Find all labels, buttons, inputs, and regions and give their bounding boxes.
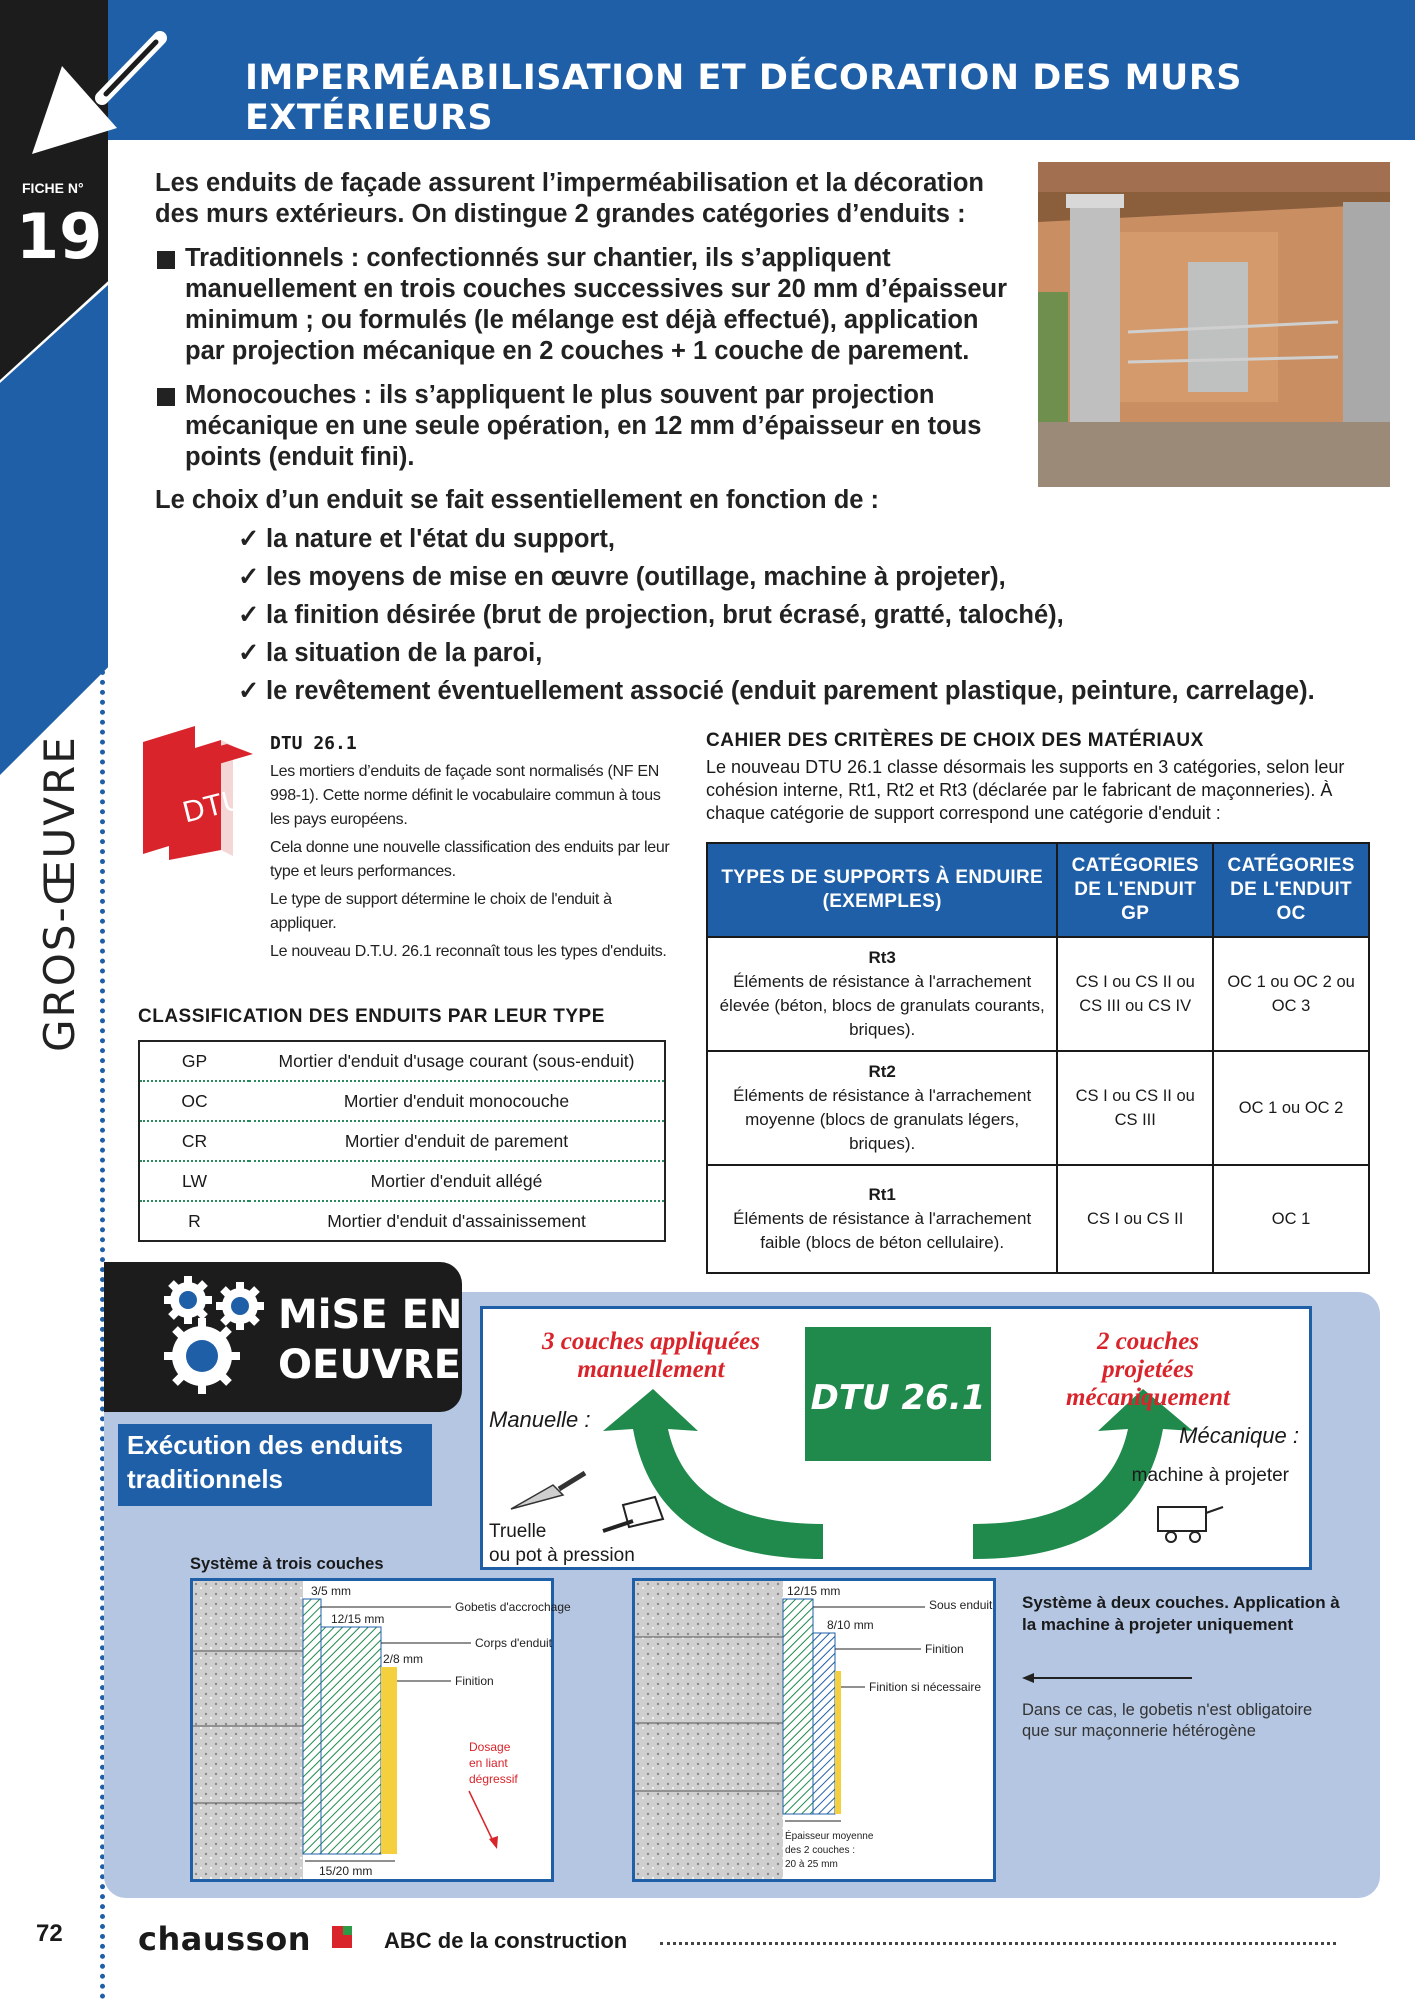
- check-item: ✓ la situation de la paroi,: [238, 634, 1315, 672]
- table-row: GP Mortier d'enduit d'usage courant (sous-enduit): [139, 1041, 665, 1081]
- check-item: ✓ le revêtement éventuellement associé (enduit parement plastique, peinture, carrelage).: [238, 672, 1315, 710]
- two-layer-description: Système à deux couches. Application à la machine à projeter uniquement: [1022, 1593, 1340, 1634]
- check-icon: ✓: [238, 525, 260, 553]
- fiche-number: 19: [16, 200, 103, 273]
- diagram-center-label: DTU 26.1: [810, 1378, 986, 1418]
- fiche-label: FICHE N°: [22, 180, 84, 196]
- svg-text:manuellement: manuellement: [577, 1356, 725, 1383]
- svg-text:machine à projeter: machine à projeter: [1131, 1465, 1289, 1486]
- svg-text:mécaniquement: mécaniquement: [1066, 1384, 1230, 1411]
- dtu-body: [270, 760, 680, 968]
- dtu-paragraph: Cela donne une nouvelle classification des enduits par leur type et leurs performances.: [270, 839, 670, 880]
- two-layer-diagram: [632, 1578, 996, 1882]
- table-row: Rt1 Éléments de résistance à l'arrachement faible (blocs de béton cellulaire). CS I ou CS II OC 1: [707, 1165, 1369, 1273]
- execution-title: Exécution des enduits traditionnels: [127, 1430, 403, 1494]
- table-row: Rt3 Éléments de résistance à l'arrachement élevée (béton, blocs de granulats courants, briques). CS I ou CS II ou CS III ou CS IV OC 1 ou OC 2 ou OC 3: [707, 937, 1369, 1051]
- table-row: LW Mortier d'enduit allégé: [139, 1161, 665, 1201]
- svg-text:Finition si nécessaire: Finition si nécessaire: [869, 1680, 982, 1694]
- footer-divider: [660, 1942, 1336, 1945]
- section-title: GROS-ŒUVRE: [35, 735, 84, 1052]
- page-number: 72: [36, 1920, 63, 1947]
- three-layer-diagram: [190, 1578, 571, 1882]
- square-bullet-icon: [157, 388, 175, 406]
- criteria-intro: Le nouveau DTU 26.1 classe désormais les supports en 3 catégories, selon leur cohésion interne, Rt1, Rt2 et Rt3 (déclarée par le fabricant de maçonneries). À chaque catégorie de support correspond une catégorie d'enduit :: [706, 757, 1345, 823]
- svg-text:Épaisseur moyenne: Épaisseur moyenne: [785, 1831, 874, 1842]
- table-row: R Mortier d'enduit d'assainissement: [188, 1210, 586, 1231]
- svg-text:3/5 mm: 3/5 mm: [311, 1584, 352, 1598]
- svg-text:12/15 mm: 12/15 mm: [787, 1584, 841, 1598]
- column-header: CATÉGORIES DE L'ENDUIT GP: [1057, 843, 1213, 937]
- classification-title: CLASSIFICATION DES ENDUITS PAR LEUR TYPE: [138, 1006, 605, 1027]
- table-row: CR Mortier d'enduit de parement: [139, 1121, 665, 1161]
- intro-lead: Les enduits de façade assurent l’imperméabilisation et la décoration des murs extérieurs. On distingue 2 grandes catégories d’enduits :: [155, 169, 984, 228]
- svg-text:Finition: Finition: [925, 1642, 964, 1656]
- svg-text:2 couches: 2 couches: [1096, 1328, 1200, 1355]
- construction-photo: [1038, 162, 1390, 487]
- dtu-paragraph: Le type de support détermine le choix de l'enduit à appliquer.: [270, 891, 612, 932]
- brand-logo: chausson: [138, 1920, 311, 1958]
- svg-text:Finition: Finition: [455, 1674, 494, 1688]
- check-icon: ✓: [238, 601, 260, 629]
- svg-text:DTU: DTU: [179, 782, 248, 830]
- criteria-checklist: [238, 520, 1315, 710]
- gears-icon: [158, 1274, 270, 1394]
- column-header: CATÉGORIES DE L'ENDUIT OC: [1213, 843, 1369, 937]
- svg-text:20 à 25 mm: 20 à 25 mm: [785, 1859, 838, 1870]
- svg-text:Mécanique :: Mécanique :: [1179, 1423, 1299, 1448]
- svg-text:dégressif: dégressif: [469, 1772, 518, 1786]
- svg-text:3 couches appliquées: 3 couches appliquées: [541, 1328, 761, 1355]
- svg-text:Sous enduit: Sous enduit: [929, 1598, 993, 1612]
- page-title: IMPERMÉABILISATION ET DÉCORATION DES MURS EXTÉRIEURS: [245, 58, 1242, 138]
- dtu-book-icon: [135, 720, 259, 860]
- bullet-text: Monocouches : ils s’appliquent le plus souvent par projection mécanique en une seule opération, en 12 mm d’épaisseur en tous points (enduit fini).: [185, 381, 982, 471]
- check-item: ✓ les moyens de mise en œuvre (outillage, machine à projeter),: [238, 558, 1315, 596]
- check-icon: ✓: [238, 639, 260, 667]
- mise-en-oeuvre-title: MiSE EN OEUVRE: [278, 1292, 463, 1388]
- three-layer-label: Système à trois couches: [190, 1555, 384, 1573]
- svg-text:Gobetis d'accrochage: Gobetis d'accrochage: [455, 1600, 571, 1614]
- column-header: TYPES DE SUPPORTS À ENDUIRE (EXEMPLES): [707, 843, 1057, 937]
- svg-text:15/20 mm: 15/20 mm: [319, 1864, 373, 1878]
- svg-text:Corps d'enduit: Corps d'enduit: [475, 1636, 553, 1650]
- svg-text:8/10 mm: 8/10 mm: [827, 1618, 874, 1632]
- spray-machine-icon: [1158, 1507, 1223, 1542]
- pressure-pot-icon: [603, 1497, 663, 1531]
- check-item: ✓ la finition désirée (brut de projection, brut écrasé, gratté, taloché),: [238, 596, 1315, 634]
- application-diagram: [480, 1306, 1312, 1570]
- two-layer-note: Dans ce cas, le gobetis n'est obligatoire que sur maçonnerie hétérogène: [1022, 1701, 1313, 1740]
- criteria-title: CAHIER DES CRITÈRES DE CHOIX DES MATÉRIAUX: [706, 730, 1204, 751]
- svg-text:projetées: projetées: [1102, 1356, 1194, 1383]
- svg-text:12/15 mm: 12/15 mm: [331, 1612, 385, 1626]
- footer-tagline: ABC de la construction: [384, 1928, 628, 1953]
- table-header-row: [707, 843, 1369, 937]
- dtu-paragraph: Les mortiers d’enduits de façade sont normalisés (NF EN 998-1). Cette norme définit le vocabulaire commun à tous les pays européens.: [270, 763, 661, 828]
- svg-text:2/8 mm: 2/8 mm: [383, 1652, 424, 1666]
- svg-text:ou pot à pression: ou pot à pression: [489, 1545, 635, 1566]
- bullet-monocouches: [155, 380, 1025, 473]
- svg-text:Truelle: Truelle: [489, 1521, 547, 1542]
- bullet-traditionnels: [155, 243, 1025, 367]
- check-icon: ✓: [238, 563, 260, 591]
- trowel-tool-icon: [511, 1473, 585, 1509]
- classification-table: [138, 1040, 666, 1242]
- check-icon: ✓: [238, 677, 260, 705]
- dtu-title: DTU 26.1: [270, 733, 357, 754]
- table-row: OC Mortier d'enduit monocouche: [139, 1081, 665, 1121]
- svg-text:Dosage: Dosage: [469, 1740, 511, 1754]
- criteria-table: [706, 842, 1370, 1274]
- dtu-paragraph: Le nouveau D.T.U. 26.1 reconnaît tous les types d'enduits.: [270, 943, 667, 960]
- table-row: Rt2 Éléments de résistance à l'arrachement moyenne (blocs de granulats légers, briques). CS I ou CS II ou CS III OC 1 ou OC 2: [707, 1051, 1369, 1165]
- check-item: ✓ la nature et l'état du support,: [238, 520, 1315, 558]
- svg-text:des 2 couches :: des 2 couches :: [785, 1845, 856, 1856]
- square-bullet-icon: [157, 251, 175, 269]
- arrow-left-icon: [1022, 1672, 1194, 1684]
- choice-lead: Le choix d’un enduit se fait essentiellement en fonction de :: [155, 486, 880, 514]
- bullet-text: Traditionnels : confectionnés sur chantier, ils s’appliquent manuellement en trois couches successives sur 20 mm d’épaisseur minimum ; ou formulés (le mélange est déjà effectué), application par projection mécanique en 2 couches + 1 couche de parement.: [185, 244, 1008, 365]
- brand-mark-icon: [332, 1926, 352, 1948]
- svg-text:en liant: en liant: [469, 1756, 508, 1770]
- svg-text:Manuelle :: Manuelle :: [489, 1407, 591, 1432]
- trowel-icon: [22, 26, 172, 166]
